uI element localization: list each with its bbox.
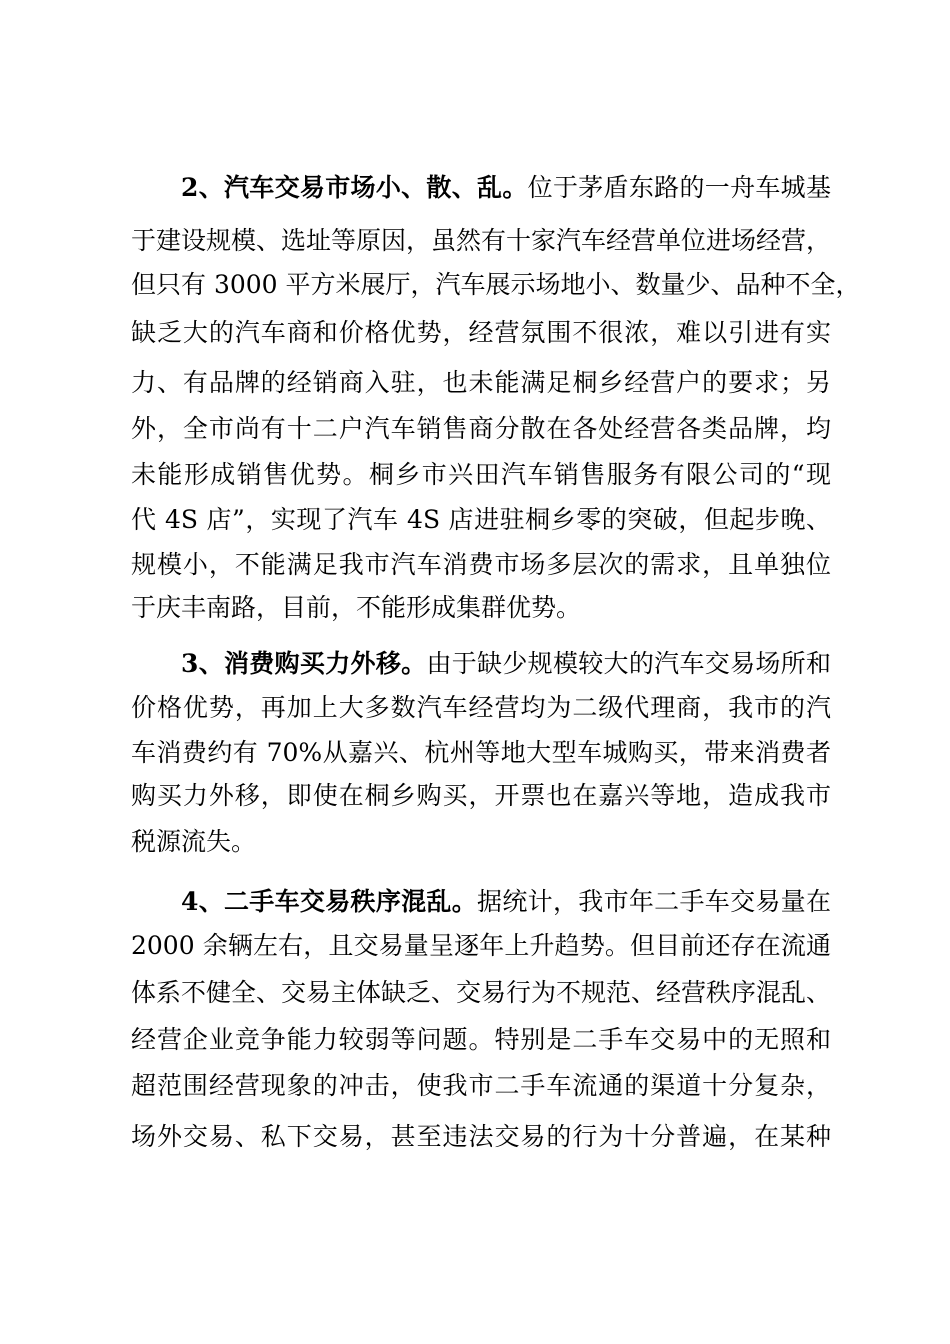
paragraph-2-line-3: 但只有 3000 平方米展厅，汽车展示场地小、数量少、品种不全， [131,270,861,299]
paragraph-2-heading: 2、汽车交易市场小、散、乱。 [181,173,528,202]
paragraph-3-text: 由于缺少规模较大的汽车交易场所和 [426,649,831,678]
paragraph-2-line-5: 力、有品牌的经销商入驻，也未能满足桐乡经营户的要求；另 [131,368,831,397]
paragraph-4-line-6: 场外交易、私下交易，甚至违法交易的行为十分普遍，在某种 [131,1122,831,1151]
paragraph-3-line-4: 购买力外移，即使在桐乡购买，开票也在嘉兴等地，造成我市 [131,781,831,810]
paragraph-2-line-1 [181,168,831,208]
paragraph-3-line-2: 价格优势，再加上大多数汽车经营均为二级代理商，我市的汽 [131,693,831,722]
paragraph-2-line-9: 规模小，不能满足我市汽车消费市场多层次的需求，且单独位 [131,550,831,579]
paragraph-2-line-4: 缺乏大的汽车商和价格优势，经营氛围不很浓，难以引进有实 [131,318,831,347]
paragraph-2-line-8: 代 4S 店”，实现了汽车 4S 店进驻桐乡零的突破，但起步晚、 [131,505,831,534]
paragraph-2-line-6: 外，全市尚有十二户汽车销售商分散在各处经营各类品牌，均 [131,414,831,443]
paragraph-3-line-1 [181,644,831,684]
paragraph-4-line-1 [181,882,831,922]
paragraph-4-line-3: 体系不健全、交易主体缺乏、交易行为不规范、经营秩序混乱、 [131,978,832,1007]
paragraph-2-line-10: 于庆丰南路，目前，不能形成集群优势。 [131,593,582,622]
paragraph-3-line-5: 税源流失。 [131,827,257,856]
paragraph-3-heading: 3、消费购买力外移。 [181,649,427,678]
paragraph-4-heading: 4、二手车交易秩序混乱。 [181,887,478,916]
paragraph-4-line-4: 经营企业竞争能力较弱等问题。特别是二手车交易中的无照和 [131,1025,831,1054]
paragraph-3-line-3: 车消费约有 70%从嘉兴、杭州等地大型车城购买，带来消费者 [131,738,831,767]
paragraph-4-line-2: 2000 余辆左右，且交易量呈逐年上升趋势。但目前还存在流通 [131,931,831,960]
paragraph-2-text: 位于茅盾东路的一舟车城基 [527,173,831,202]
paragraph-2-line-7: 未能形成销售优势。桐乡市兴田汽车销售服务有限公司的“现 [131,460,831,489]
paragraph-4-line-5: 超范围经营现象的冲击，使我市二手车流通的渠道十分复杂， [131,1071,831,1100]
paragraph-4-text: 据统计，我市年二手车交易量在 [477,887,831,916]
paragraph-2-line-2: 于建设规模、选址等原因，虽然有十家汽车经营单位进场经营， [131,226,832,255]
